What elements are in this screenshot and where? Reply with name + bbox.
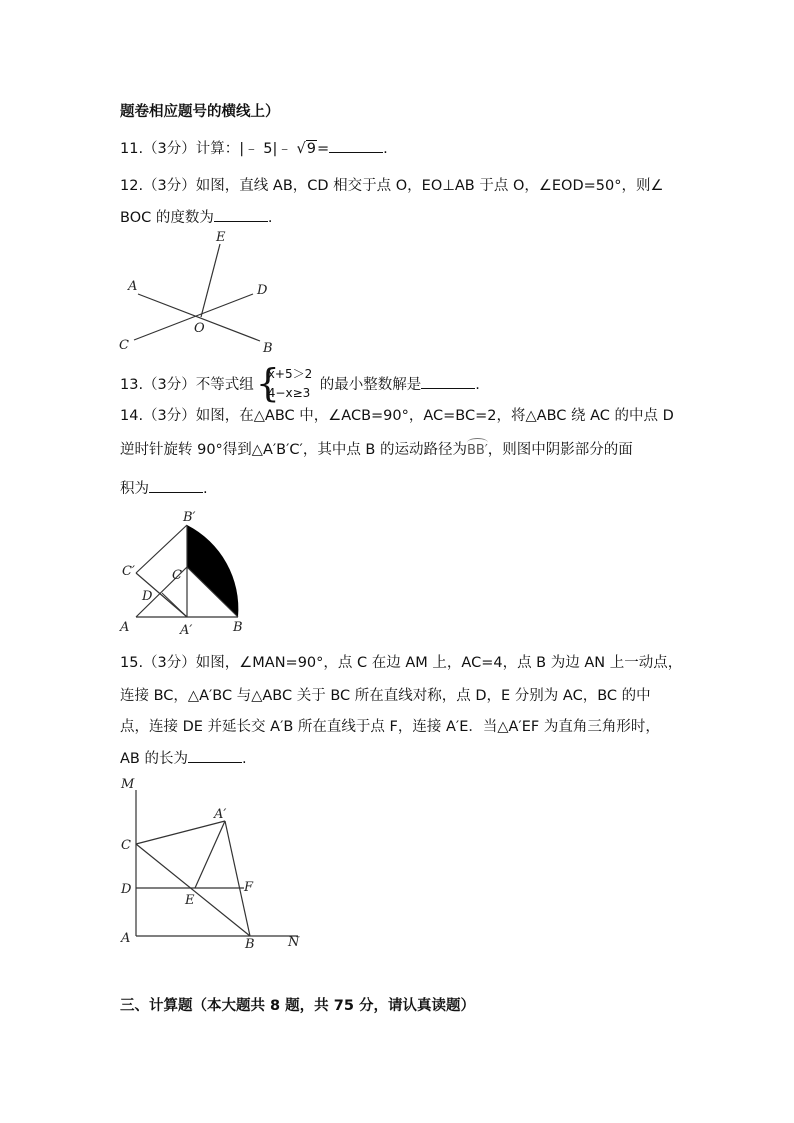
question-15-line2: 连接 BC，△A′BC 与△ABC 关于 BC 所在直线对称，点 D，E 分别为 AC，BC 的中 <box>120 688 651 704</box>
answer-blank-15 <box>188 748 242 763</box>
label-b: B <box>263 341 273 356</box>
label-n: N <box>288 935 300 950</box>
question-15-line3: 点，连接 DE 并延长交 A′B 所在直线于点 F，连接 A′E．当△A′EF 为直角三角形时， <box>120 719 660 735</box>
radical-sign: √ <box>296 141 306 157</box>
answer-blank-13 <box>421 374 475 389</box>
question-15-line4 <box>120 748 247 769</box>
q14-text-3: 积为 <box>120 481 149 497</box>
label-b: B <box>233 620 243 635</box>
inequality-2: 4−x≥3 <box>267 386 311 400</box>
segment-d-a-prime <box>162 593 187 617</box>
answer-blank-12 <box>214 207 268 222</box>
left-brace: { <box>255 361 280 405</box>
section-3-heading: 三、计算题（本大题共 8 题，共 75 分，请认真读题） <box>120 998 475 1014</box>
q14-end: . <box>203 481 208 497</box>
q14-text: 逆时针旋转 90°得到△A′B′C′，其中点 B 的运动路径为 <box>120 442 467 458</box>
label-e: E <box>216 230 226 245</box>
label-a: A <box>121 931 131 946</box>
label-b: B <box>245 937 255 952</box>
question-12-line1: 12.（3分）如图，直线 AB，CD 相交于点 O，EO⊥AB 于点 O，∠EOD=50°，则∠ <box>120 178 664 194</box>
section-heading-tail: 题卷相应题号的横线上） <box>120 104 280 120</box>
label-d: D <box>257 283 268 298</box>
shaded-region <box>187 525 238 617</box>
q11-end: . <box>383 141 388 157</box>
question-11 <box>120 138 388 159</box>
q13-text: 13.（3分）不等式组 <box>120 377 254 393</box>
question-14-line2 <box>120 440 633 461</box>
label-d: D <box>121 882 132 897</box>
q11-text: 11.（3分）计算：|﹣ 5|﹣ <box>120 141 297 157</box>
label-e: E <box>185 893 195 908</box>
question-14-line3 <box>120 478 208 499</box>
segment-c-a-prime <box>136 821 225 844</box>
label-m: M <box>121 777 135 792</box>
figure-q12 <box>110 228 285 356</box>
figure-q14 <box>110 505 260 640</box>
label-o: O <box>194 321 205 336</box>
question-14-line1: 14.（3分）如图，在△ABC 中，∠ACB=90°，AC=BC=2，将△ABC 绕 AC 的中点 D <box>120 408 674 424</box>
label-a-prime: A′ <box>214 807 227 822</box>
label-c: C <box>119 338 129 353</box>
answer-blank-14 <box>149 478 203 493</box>
question-12-line2 <box>120 207 272 228</box>
label-a: A <box>120 620 130 635</box>
q15-end: . <box>241 751 247 767</box>
sqrt-nine <box>297 139 317 159</box>
ray-oe <box>201 244 220 317</box>
arc-bb-prime: BB′ <box>467 441 488 461</box>
inequality-system <box>255 361 318 405</box>
radicand: 9 <box>306 141 316 157</box>
question-15-line1: 15.（3分）如图，∠MAN=90°，点 C 在边 AM 上，AC=4，点 B 为边 AN 上一动点， <box>120 655 683 671</box>
question-13 <box>120 361 480 405</box>
segment-a-prime-e <box>195 821 225 888</box>
segment-b-prime-c-prime <box>136 525 187 573</box>
label-c-prime: C′ <box>122 564 135 579</box>
inequality-1: x+5＞2 <box>267 367 313 381</box>
answer-blank-11 <box>329 138 383 153</box>
q14-text-2: ，则图中阴影部分的面 <box>487 442 633 458</box>
q13-text-2: 的最小整数解是 <box>319 377 422 393</box>
q15-text: AB 的长为 <box>120 751 188 767</box>
label-a-prime: A′ <box>180 623 193 638</box>
label-a: A <box>128 279 138 294</box>
q11-equals: = <box>316 141 330 157</box>
q13-end: . <box>475 377 480 393</box>
label-b-prime: B′ <box>183 510 196 525</box>
q12-text: BOC 的度数为 <box>120 210 214 226</box>
label-f: F <box>244 880 254 895</box>
label-d: D <box>142 589 153 604</box>
label-c: C <box>172 568 182 583</box>
label-c: C <box>121 838 131 853</box>
q12-end: . <box>267 210 273 226</box>
figure-q15 <box>110 776 310 952</box>
